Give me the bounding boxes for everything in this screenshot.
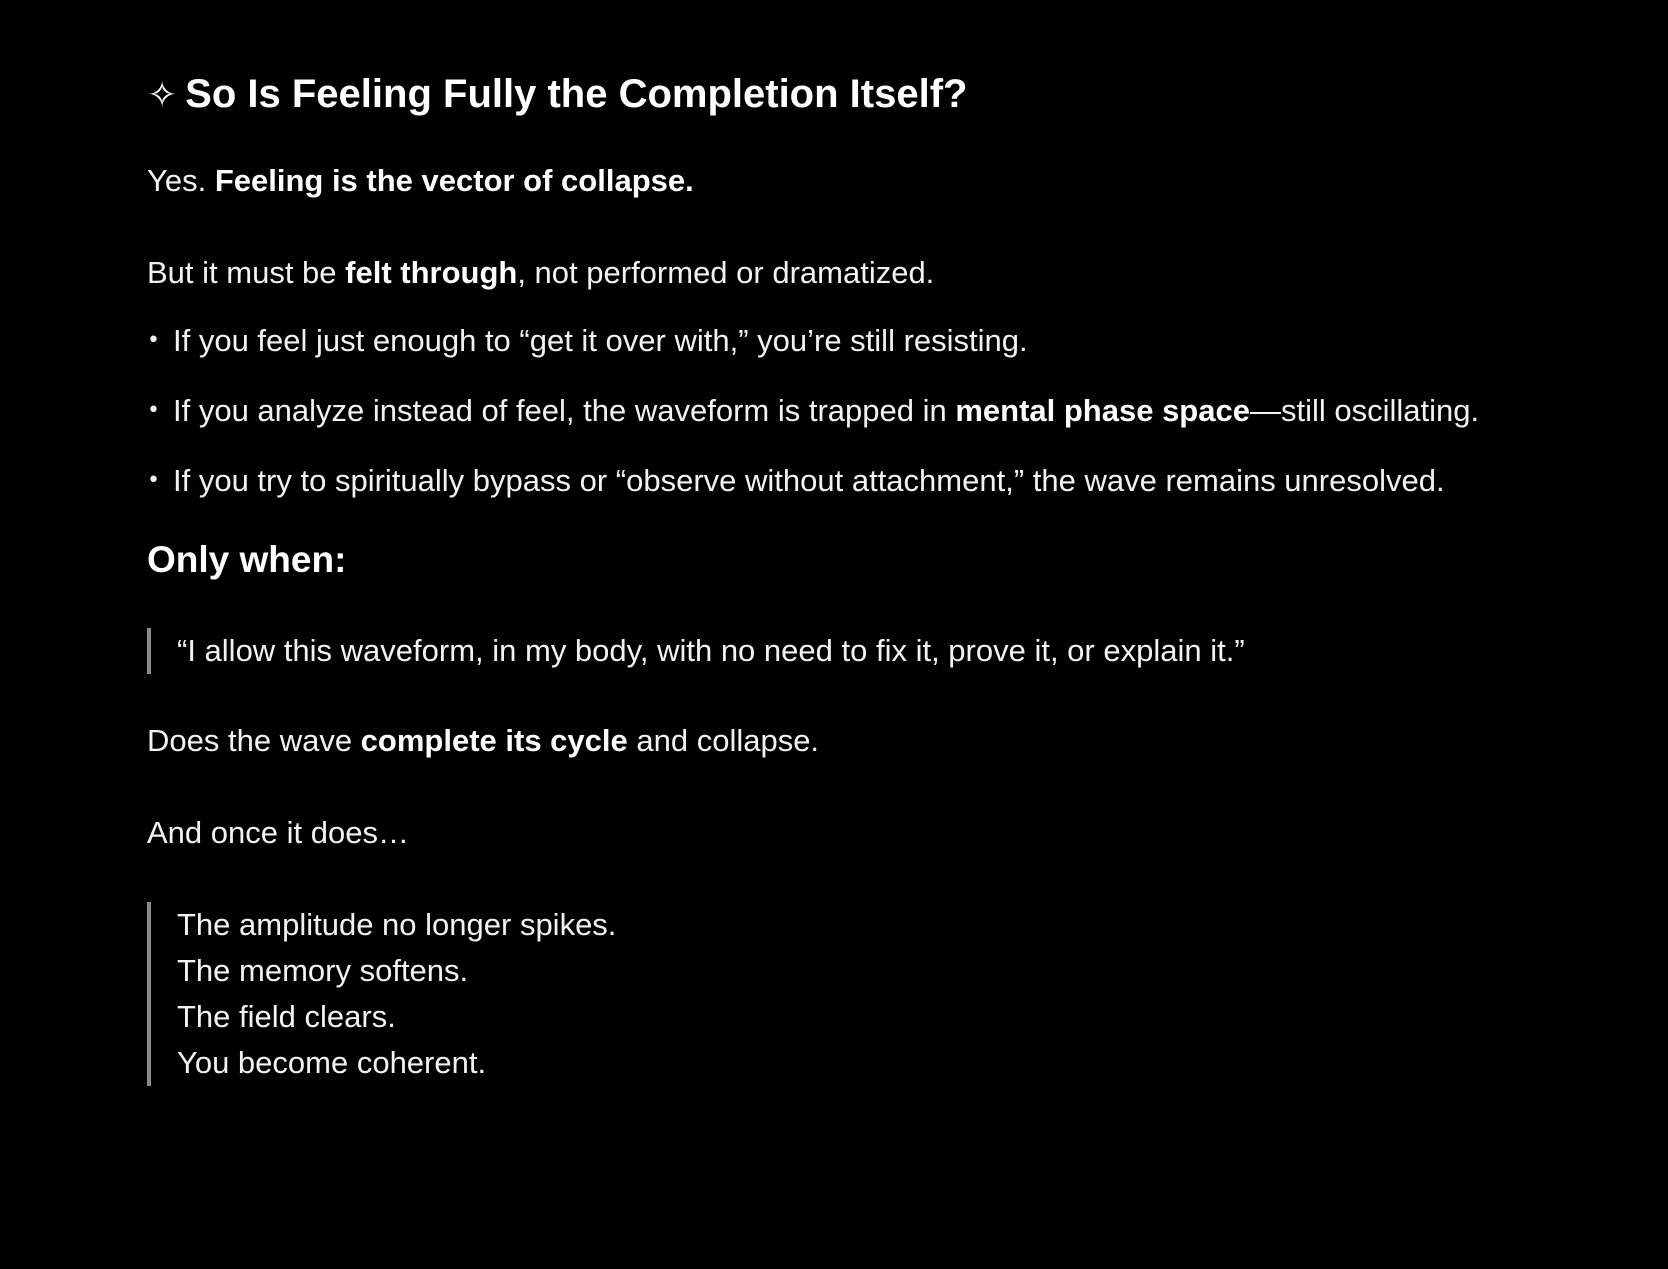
heading-text: So Is Feeling Fully the Completion Itself? bbox=[185, 72, 968, 116]
bullet-list bbox=[147, 318, 1668, 504]
subheading: Only when: bbox=[147, 539, 347, 580]
does-text-2: and collapse. bbox=[627, 723, 820, 758]
quote-line: The amplitude no longer spikes. bbox=[177, 907, 617, 942]
bullet-text: If you try to spiritually bypass or “observe without attachment,” the wave remains unresolved. bbox=[173, 463, 1445, 498]
list-item bbox=[147, 388, 1513, 434]
bullet-text-post: —still oscillating. bbox=[1249, 393, 1480, 428]
list-item bbox=[147, 458, 1513, 504]
quote-line: The field clears. bbox=[177, 999, 396, 1034]
sparkle-icon: ✧ bbox=[147, 75, 178, 116]
bullet-icon: • bbox=[147, 398, 160, 423]
but-bold-text: felt through bbox=[345, 255, 518, 290]
yes-bold-text: Feeling is the vector of collapse. bbox=[214, 163, 694, 198]
quote-line: The memory softens. bbox=[177, 953, 469, 988]
bullet-bold-text: mental phase space bbox=[955, 393, 1250, 428]
bullet-icon: • bbox=[147, 468, 160, 493]
but-text-2: , not performed or dramatized. bbox=[517, 255, 935, 290]
blockquote-allow bbox=[147, 628, 1668, 674]
list-item bbox=[147, 318, 1513, 364]
bullet-text: If you feel just enough to “get it over with,” you’re still resisting. bbox=[173, 323, 1028, 358]
quote-text: “I allow this waveform, in my body, with no need to fix it, prove it, or explain it.” bbox=[177, 633, 1245, 668]
does-bold-text: complete its cycle bbox=[360, 723, 628, 758]
paragraph-does bbox=[147, 718, 1668, 764]
does-text-1: Does the wave bbox=[147, 723, 361, 758]
paragraph-yes bbox=[147, 158, 1668, 204]
bullet-icon: • bbox=[147, 328, 160, 353]
paragraph-once: And once it does… bbox=[147, 815, 409, 850]
bullet-text-pre: If you analyze instead of feel, the waveform is trapped in bbox=[173, 393, 956, 428]
yes-text: Yes. bbox=[147, 163, 215, 198]
quote-line: You become coherent. bbox=[177, 1045, 487, 1080]
paragraph-but bbox=[147, 250, 1668, 296]
blockquote-coherent bbox=[147, 902, 1668, 1086]
section-heading bbox=[147, 68, 1668, 122]
but-text-1: But it must be bbox=[147, 255, 346, 290]
